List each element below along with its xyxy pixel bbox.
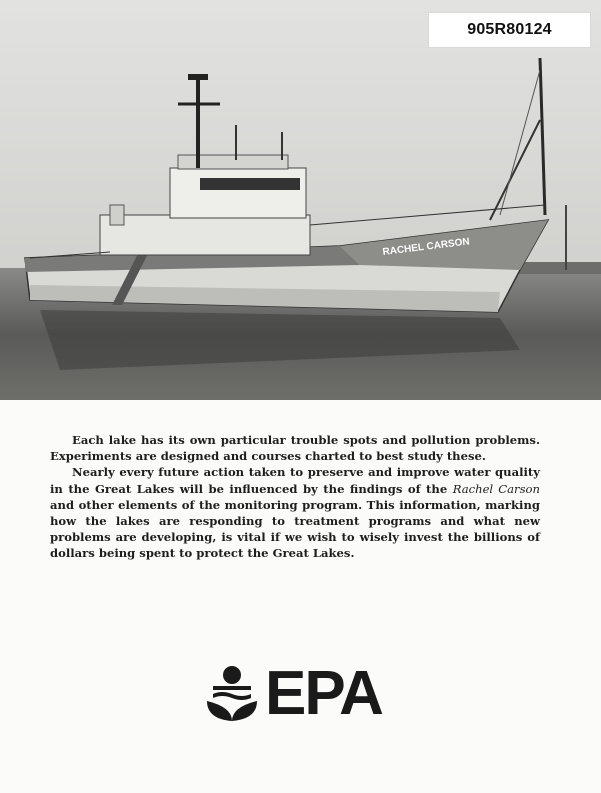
paragraph-2-end: and other elements of the monitoring program. This information, marking how the lakes are responding to treatment programs and what new problems are developing, is vital if we wish to wisely invest the billions of dollars being spent to protect the Great Lakes. [50, 497, 540, 561]
epa-logo-text: EPA [265, 659, 382, 728]
document-number: 905R80124 [428, 12, 591, 48]
paragraph-2 [50, 464, 540, 561]
epa-flower-icon [205, 665, 259, 723]
ship-name-label: RACHEL CARSON [382, 236, 471, 258]
paragraph-2-start: Nearly every future action taken to preserve and improve water quality in the Great Lakes will be influenced by the findings of the [50, 465, 540, 496]
paragraph-1: Each lake has its own particular trouble spots and pollution problems. Experiments are designed and courses charted to best study these. [50, 433, 540, 464]
epa-logo [205, 659, 382, 728]
body-text [50, 432, 540, 562]
ship-name-italic: Rachel Carson [452, 481, 540, 496]
